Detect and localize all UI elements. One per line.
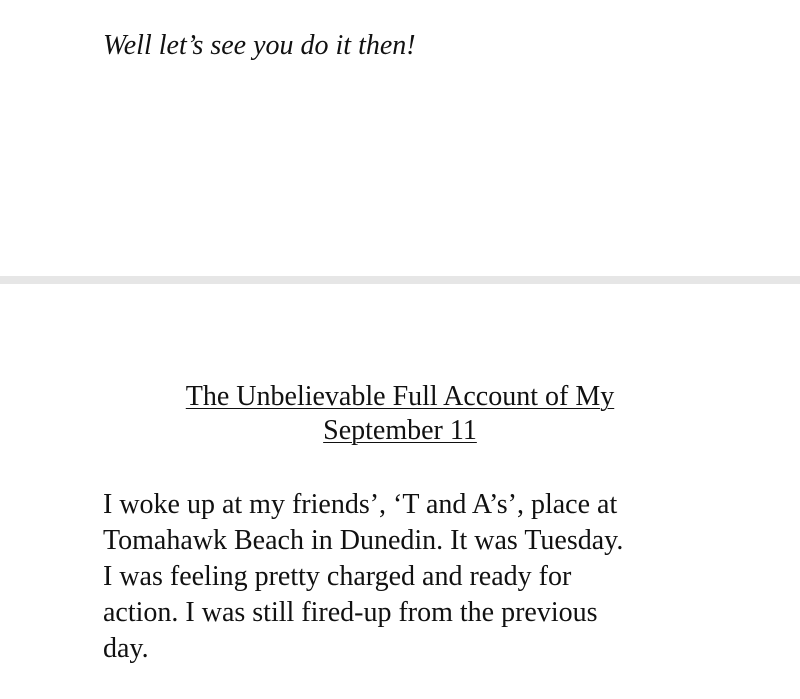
chapter-title-line-1: The Unbelievable Full Account of My bbox=[185, 381, 615, 412]
chapter-title-line-2: September 11 bbox=[323, 415, 477, 446]
paragraph-line: day. bbox=[103, 633, 149, 664]
page-separator bbox=[0, 276, 800, 284]
previous-page bbox=[0, 0, 800, 276]
paragraph-line: action. I was still fired-up from the previous bbox=[103, 597, 598, 628]
paragraph-line: Tomahawk Beach in Dunedin. It was Tuesday. bbox=[103, 525, 624, 556]
chapter-title bbox=[100, 380, 700, 448]
paragraph-line: I woke up at my friends’, ‘T and A’s’, place at bbox=[103, 489, 618, 520]
paragraph-line: I was feeling pretty charged and ready for bbox=[103, 561, 572, 592]
body-paragraph bbox=[103, 487, 743, 667]
current-page bbox=[0, 284, 800, 699]
closing-line: Well let’s see you do it then! bbox=[103, 30, 416, 61]
